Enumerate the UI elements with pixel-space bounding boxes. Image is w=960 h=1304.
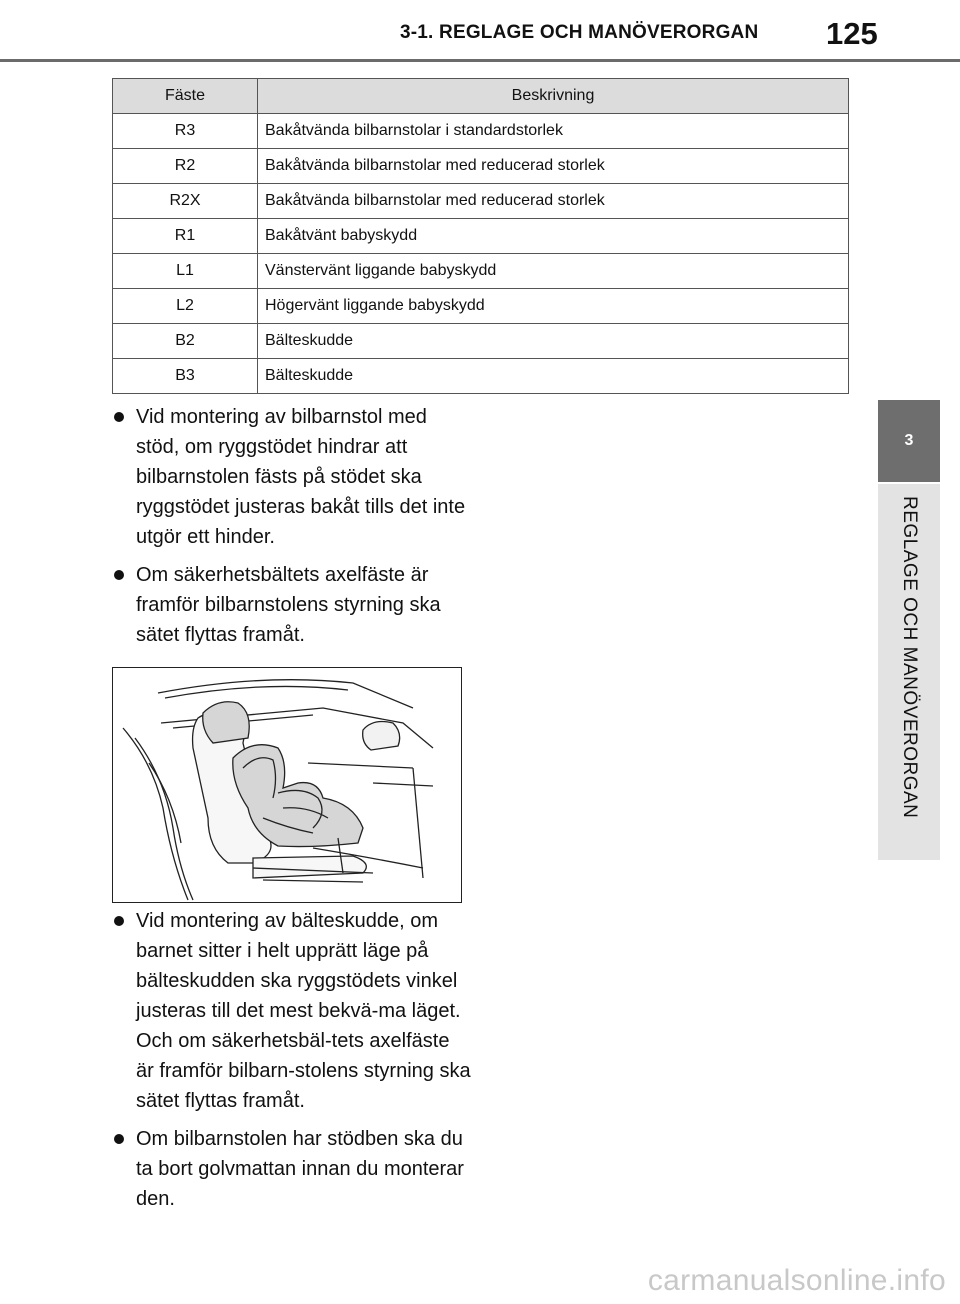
fixture-description: Bakåtvänt babyskydd (258, 219, 849, 254)
table-row (113, 219, 849, 254)
section-title: 3-1. REGLAGE OCH MANÖVERORGAN (400, 22, 759, 43)
instruction-list-bottom (112, 906, 472, 1222)
instruction-text: Vid montering av bälteskudde, om barnet sitter i helt upprätt läge på bälteskudden ska ryggstödets vinkel justeras till det mest bekvä-ma läget. Och om säkerhetsbäl-tets axelfäste är framför bilbarn-stolens styrning ska sätet flyttas framåt. (136, 910, 471, 1112)
table-row (113, 324, 849, 359)
list-item (112, 906, 472, 1116)
list-item (112, 1124, 472, 1214)
fixture-code: L2 (113, 289, 258, 324)
bullet-icon (114, 916, 124, 926)
fixture-description: Högervänt liggande babyskydd (258, 289, 849, 324)
fixture-code: R2 (113, 149, 258, 184)
fixture-description: Bakåtvända bilbarnstolar med reducerad storlek (258, 149, 849, 184)
bullet-icon (114, 1134, 124, 1144)
column-header-description: Beskrivning (258, 79, 849, 114)
table-header-row (113, 79, 849, 114)
table-row (113, 254, 849, 289)
fixture-description: Bälteskudde (258, 359, 849, 394)
chapter-tab-label: REGLAGE OCH MANÖVERORGAN (899, 496, 920, 819)
fixture-code: R1 (113, 219, 258, 254)
fixture-description: Bakåtvända bilbarnstolar med reducerad storlek (258, 184, 849, 219)
fixture-code: R3 (113, 114, 258, 149)
column-header-fixture: Fäste (113, 79, 258, 114)
table-row (113, 289, 849, 324)
fixture-description: Vänstervänt liggande babyskydd (258, 254, 849, 289)
instruction-text: Om säkerhetsbältets axelfäste är framför bilbarnstolens styrning ska sätet flyttas framåt. (136, 564, 441, 646)
table-row (113, 184, 849, 219)
fixture-code: B2 (113, 324, 258, 359)
instruction-text: Vid montering av bilbarnstol med stöd, om ryggstödet hindrar att bilbarnstolen fästs på stödet ska ryggstödet justeras bakåt tills det inte utgör ett hinder. (136, 406, 466, 548)
chapter-tab-number: 3 (878, 400, 940, 482)
bullet-icon (114, 412, 124, 422)
header-divider (0, 59, 960, 62)
fixture-table (112, 78, 849, 394)
table-row (113, 149, 849, 184)
instruction-list-top (112, 402, 472, 658)
chapter-tab (878, 484, 940, 860)
list-item (112, 402, 472, 552)
fixture-code: R2X (113, 184, 258, 219)
bullet-icon (114, 570, 124, 580)
fixture-description: Bälteskudde (258, 324, 849, 359)
fixture-code: L1 (113, 254, 258, 289)
fixture-code: B3 (113, 359, 258, 394)
child-seat-illustration (112, 667, 462, 903)
instruction-text: Om bilbarnstolen har stödben ska du ta bort golvmattan innan du monterar den. (136, 1128, 464, 1210)
table-row (113, 114, 849, 149)
car-seat-with-child-seat-icon (113, 668, 460, 901)
fixture-description: Bakåtvända bilbarnstolar i standardstorlek (258, 114, 849, 149)
table-row (113, 359, 849, 394)
watermark: carmanualsonline.info (647, 1264, 946, 1297)
page-number: 125 (826, 16, 878, 51)
list-item (112, 560, 472, 650)
